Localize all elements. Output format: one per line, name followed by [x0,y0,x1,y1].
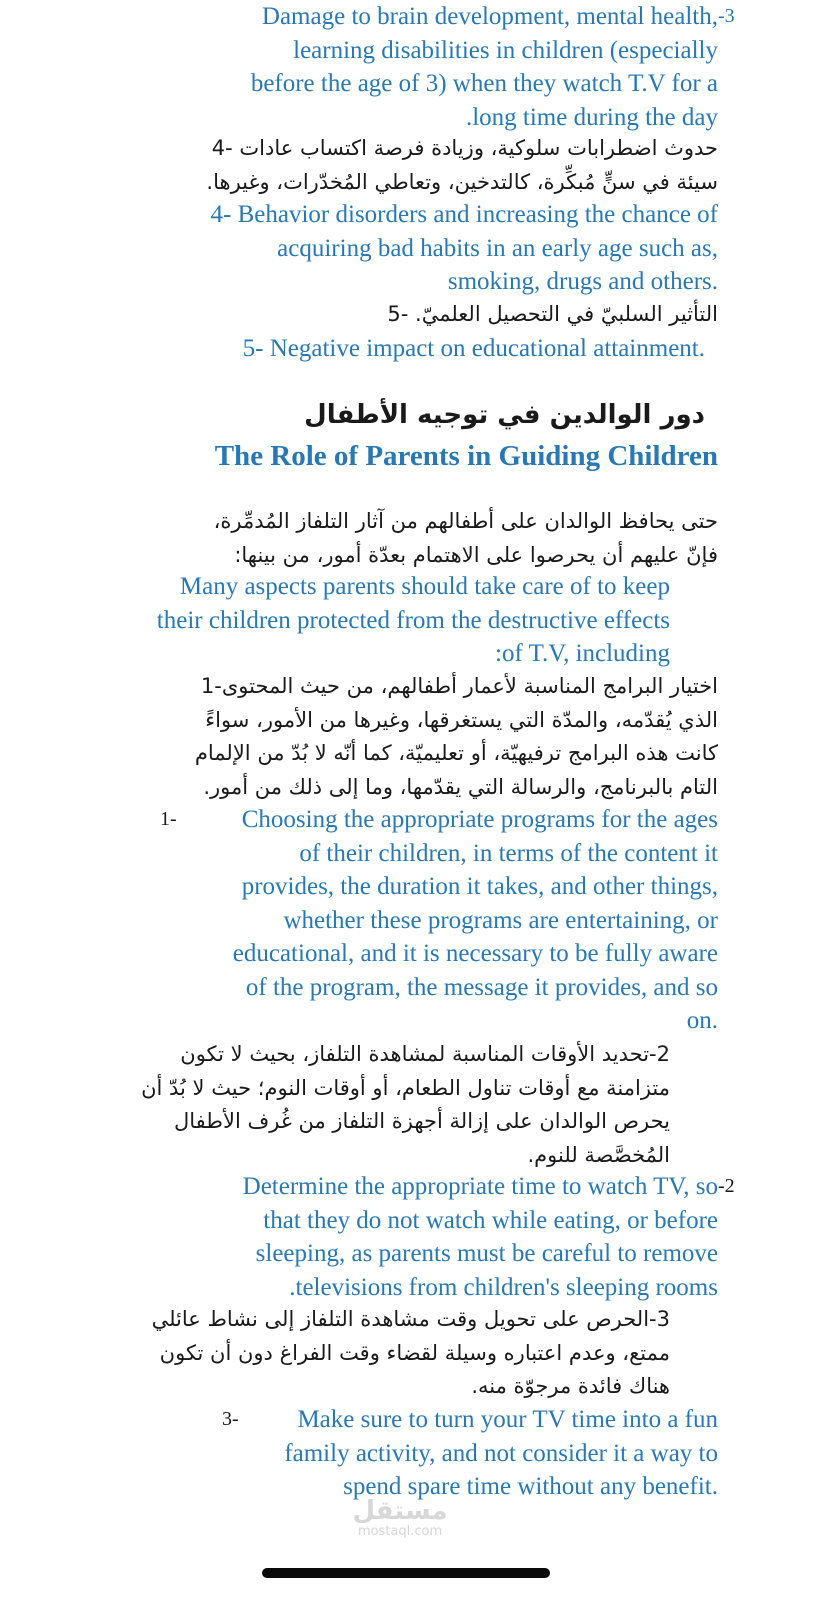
item2-en-line: sleeping, as parents must be careful to remove [255,1240,718,1267]
en-item3-line: Damage to brain development, mental health, [261,3,718,30]
intro-en-line: their children protected from the destructive effects [156,606,670,634]
item1-ar-line: الذي يُقدّمه، والمدّة التي يستغرقها، وغيرها من الأمور، سواءً [205,707,718,732]
item1-en-number: 1- [160,808,177,830]
item3-en-number: 3- [222,1408,239,1430]
item3-en-line: Make sure to turn your TV time into a fun [297,1406,718,1433]
en-item3-line: .long time during the day [465,103,718,131]
section-title-ar-block [100,400,705,430]
ar-item4-block [100,132,718,199]
item1-en-line: educational, and it is necessary to be fully aware [232,940,718,967]
item3-en-line: spend spare time without any benefit. [343,1473,718,1500]
ar-item4-line: سيئة في سنٍّ مُبكِّرة، كالتدخين، وتعاطي المُخدّرات، وغيرها. [206,169,718,194]
en-item4-line: 4- Behavior disorders and increasing the chance of [210,201,718,228]
en-item3-number: -3 [718,5,735,27]
intro-en-line: :of T.V, including [495,640,670,667]
ar-item5-line: التأثير السلبيّ في التحصيل العلميّ. -5 [387,302,718,326]
ar-item5-block [100,298,718,332]
item1-en-block [150,803,718,1038]
intro-en-block [60,570,670,671]
section-title-ar: دور الوالدين في توجيه الأطفال [304,400,705,430]
en-item4-block [100,198,718,299]
watermark-logo-ar: مستقل [352,1496,448,1526]
item2-en-block [150,1170,718,1304]
item2-ar-line: متزامنة مع أوقات تناول الطعام، أو أوقات النوم؛ حيث لا بُدّ أن [141,1075,670,1100]
intro-ar-line: فإنّ عليهم أن يحرصوا على الاهتمام بعدّة أمور، من بينها: [234,542,718,567]
home-indicator-bar[interactable] [262,1568,550,1578]
item1-ar-line: اختيار البرامج المناسبة لأعمار أطفالهم، من حيث المحتوى-1 [200,674,718,698]
item1-ar-block [100,670,718,804]
intro-ar-block [100,505,718,572]
en-item5-block [100,332,705,366]
item3-ar-line: 3-الحرص على تحويل وقت مشاهدة التلفاز إلى نشاط عائلي [151,1307,670,1331]
section-title-en: The Role of Parents in Guiding Children [214,440,718,472]
item1-en-line: provides, the duration it takes, and other things, [241,873,718,900]
item1-en-line: on. [686,1007,718,1034]
item2-ar-line: 2-تحديد الأوقات المناسبة لمشاهدة التلفاز، بحيث لا تكون [180,1042,670,1066]
ar-item4-line: حدوث اضطرابات سلوكية، وزيادة فرصة اكتساب عادات -4 [211,136,718,160]
item2-en-number: -2 [718,1175,735,1197]
item2-ar-line: يحرص الوالدان على إزالة أجهزة التلفاز من غُرف الأطفال [174,1109,670,1133]
intro-en-line: Many aspects parents should take care of to keep [179,573,670,600]
en-item3-line: learning disabilities in children (especially [293,36,718,64]
item2-en-line: Determine the appropriate time to watch TV, so [242,1173,718,1200]
intro-ar-line: حتى يحافظ الوالدان على أطفالهم من آثار التلفاز المُدمِّرة، [213,509,718,533]
item2-ar-line: المُخصَّصة للنوم. [527,1142,670,1167]
item3-en-line: family activity, and not consider it a way to [284,1439,718,1467]
en-item4-line: acquiring bad habits in an early age such as, [277,234,718,262]
mostaql-watermark [340,1498,460,1540]
item1-en-line: whether these programs are entertaining, or [283,906,718,934]
item1-en-line: of their children, in terms of the content it [299,839,718,867]
item1-en-line: of the program, the message it provides, and so [245,973,718,1001]
item1-ar-line: كانت هذه البرامج ترفيهيّة، أو تعليميّة، كما أنّه لا بُدّ من الإلمام [194,741,718,765]
en-item4-line: smoking, drugs and others. [447,268,718,295]
item3-ar-line: هناك فائدة مرجوّة منه. [471,1374,670,1398]
en-item5-line: 5- Negative impact on educational attainment. [242,335,705,362]
en-item3-block [150,0,718,134]
item3-ar-line: ممتع، وعدم اعتباره وسيلة لقضاء وقت الفراغ دون أن تكون [159,1340,670,1365]
item3-ar-block [60,1303,670,1404]
watermark-url: mostaql.com [357,1524,443,1539]
en-item3-line: before the age of 3) when they watch T.V for a [250,70,718,97]
item2-ar-block [60,1038,670,1172]
item3-en-block [200,1403,718,1504]
item1-ar-line: التام بالبرنامج، والرسالة التي يقدّمها، وما إلى ذلك من أمور. [203,774,718,799]
item1-en-line: Choosing the appropriate programs for the ages [241,806,718,833]
item2-en-line: .televisions from children's sleeping rooms [289,1273,718,1301]
section-title-en-block [100,440,718,473]
item2-en-line: that they do not watch while eating, or before [263,1206,718,1234]
